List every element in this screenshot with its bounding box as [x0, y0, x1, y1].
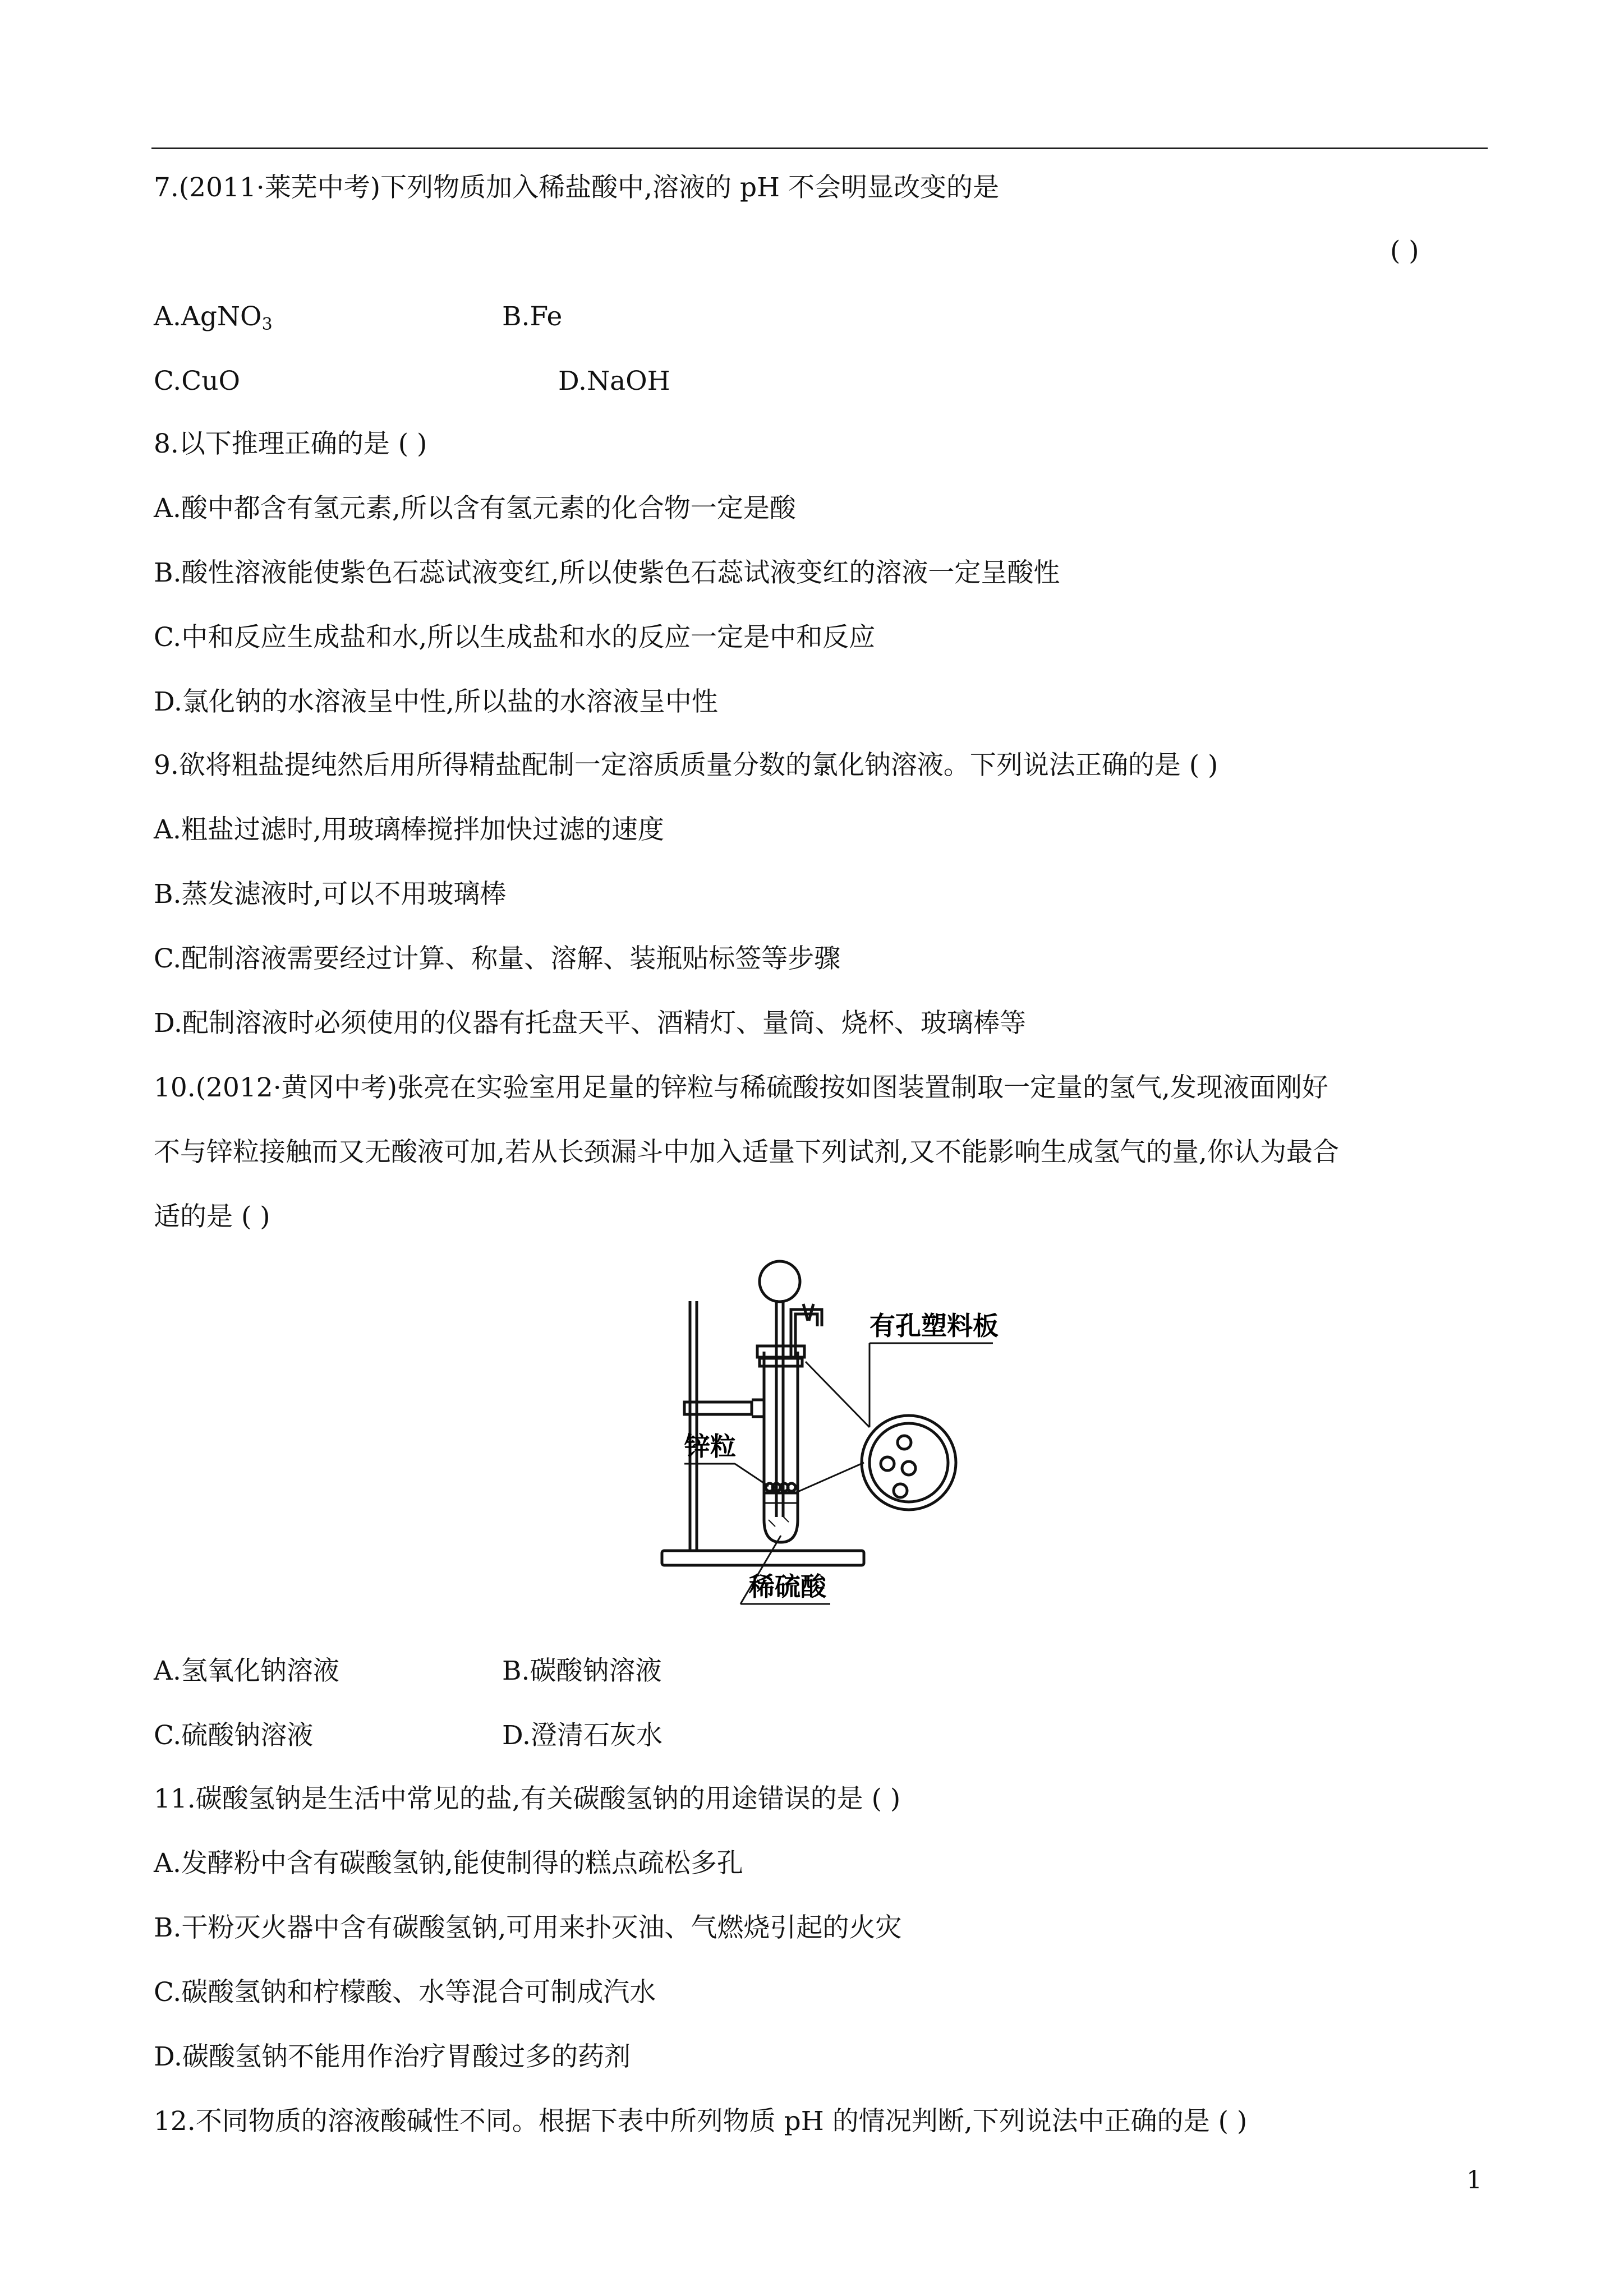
q8-option-d: D.氯化钠的水溶液呈中性,所以盐的水溶液呈中性 — [154, 686, 718, 717]
label-zinc-granules: 锌粒 — [684, 1431, 736, 1461]
q10-stem-line-2: 不与锌粒接触而又无酸液可加,若从长颈漏斗中加入适量下列试剂,又不能影响生成氢气的量,你认为最合 — [154, 1137, 1339, 1168]
q9-option-d: D.配制溶液时必须使用的仪器有托盘天平、酒精灯、量筒、烧杯、玻璃棒等 — [154, 1008, 1026, 1039]
q10-option-c: C.硫酸钠溶液 — [154, 1720, 314, 1751]
page-number: 1 — [1466, 2166, 1482, 2194]
stand-base — [662, 1551, 864, 1565]
q10-option-a: A.氢氧化钠溶液 — [154, 1656, 339, 1686]
q7-option-a — [154, 300, 273, 342]
q8-stem: 8.以下推理正确的是 ( ) — [154, 428, 427, 459]
q9-option-a: A.粗盐过滤时,用玻璃棒搅拌加快过滤的速度 — [154, 814, 664, 845]
q7-answer-bracket: ( ) — [1390, 236, 1419, 266]
q7-option-b: B.Fe — [502, 301, 563, 332]
q7-stem: 7.(2011·莱芜中考)下列物质加入稀盐酸中,溶液的 pH 不会明显改变的是 — [154, 172, 999, 203]
apparatus-diagram — [645, 1256, 1015, 1638]
funnel-bulb — [760, 1261, 800, 1302]
label-dilute-sulfuric-acid: 稀硫酸 — [749, 1571, 826, 1602]
q7-option-c: C.CuO — [154, 366, 240, 397]
q8-option-a: A.酸中都含有氢元素,所以含有氢元素的化合物一定是酸 — [154, 493, 796, 524]
stand-clamp — [684, 1402, 752, 1414]
q11-stem: 11.碳酸氢钠是生活中常见的盐,有关碳酸氢钠的用途错误的是 ( ) — [154, 1783, 901, 1814]
q8-option-c: C.中和反应生成盐和水,所以生成盐和水的反应一定是中和反应 — [154, 622, 876, 653]
q11-option-b: B.干粉灭火器中含有碳酸氢钠,可用来扑灭油、气燃烧引起的火灾 — [154, 1912, 902, 1943]
q9-stem: 9.欲将粗盐提纯然后用所得精盐配制一定溶质质量分数的氯化钠溶液。下列说法正确的是 ( ) — [154, 750, 1218, 781]
q10-option-b: B.碳酸钠溶液 — [502, 1656, 662, 1686]
q9-option-c: C.配制溶液需要经过计算、称量、溶解、装瓶贴标签等步骤 — [154, 943, 841, 974]
q9-option-b: B.蒸发滤液时,可以不用玻璃棒 — [154, 879, 507, 910]
label-perforated-plate: 有孔塑料板 — [869, 1311, 999, 1341]
q7-option-d: D.NaOH — [558, 366, 670, 397]
q10-option-d: D.澄清石灰水 — [502, 1720, 663, 1751]
q7-option-a-text: A.AgNO — [154, 301, 262, 332]
q10-stem-line-3: 适的是 ( ) — [154, 1201, 270, 1232]
q12-stem: 12.不同物质的溶液酸碱性不同。根据下表中所列物质 pH 的情况判断,下列说法中正确的是 ( ) — [154, 2106, 1248, 2137]
test-tube — [764, 1352, 798, 1542]
q7-option-a-subscript: 3 — [261, 315, 273, 334]
header-rule — [151, 147, 1488, 149]
q11-option-c: C.碳酸氢钠和柠檬酸、水等混合可制成汽水 — [154, 1977, 656, 2008]
q11-option-a: A.发酵粉中含有碳酸氢钠,能使制得的糕点疏松多孔 — [154, 1848, 743, 1879]
q10-stem-line-1: 10.(2012·黄冈中考)张亮在实验室用足量的锌粒与稀硫酸按如图装置制取一定量的氢气,发现液面刚好 — [154, 1072, 1328, 1103]
q8-option-b: B.酸性溶液能使紫色石蕊试液变红,所以使紫色石蕊试液变红的溶液一定呈酸性 — [154, 557, 1060, 588]
q11-option-d: D.碳酸氢钠不能用作治疗胃酸过多的药剂 — [154, 2041, 631, 2072]
plate-hole — [898, 1436, 911, 1449]
hydrogen-apparatus-figure — [645, 1256, 1015, 1638]
